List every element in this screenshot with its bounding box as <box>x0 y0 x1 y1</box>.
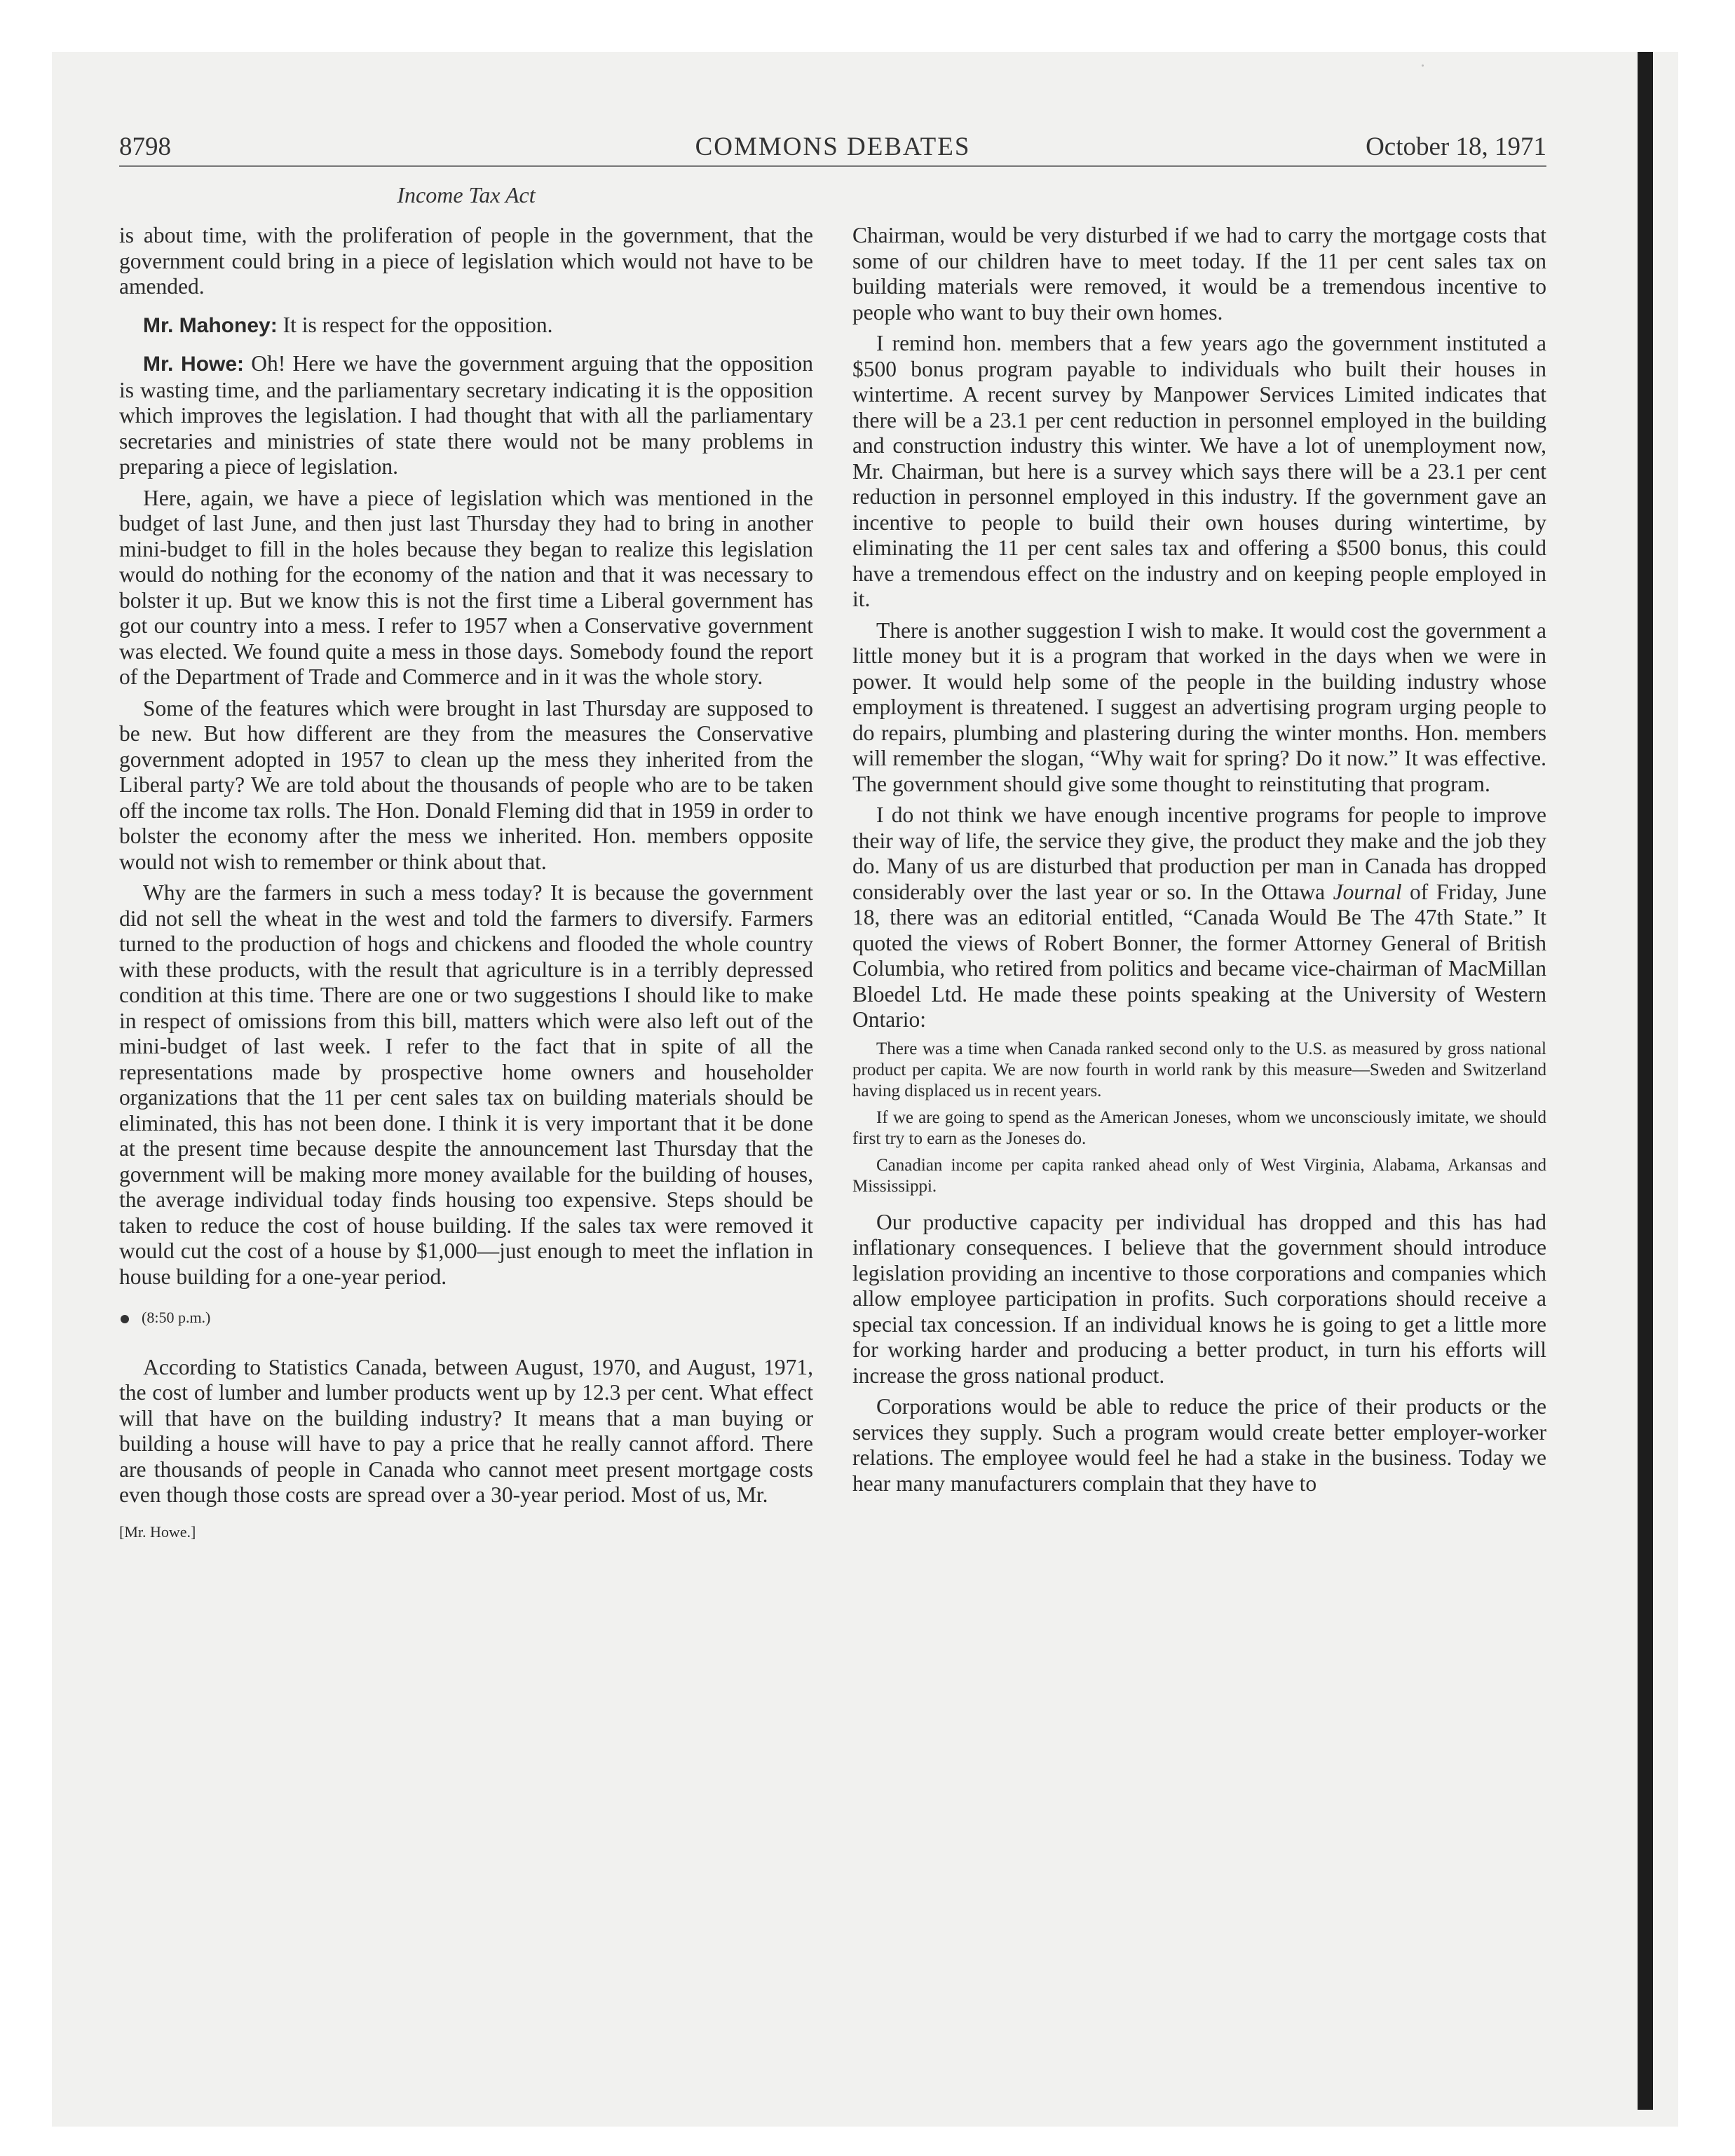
publication-date: October 18, 1971 <box>1366 132 1546 161</box>
paragraph: Here, again, we have a piece of legislation which was mentioned in the budget of last June, and then just last Thursday they had to bring in another mini-budget to fill in the holes because they began to realize this legislation would do nothing for the economy of the nation and that it was necessary to bolster it up. But we know this is not the first time a Liberal government has got our country into a mess. I refer to 1957 when a Conservative government was elected. We found quite a mess in those days. Somebody found the report of the Department of Trade and Commerce and in it was the whole story. <box>119 485 813 689</box>
scan-speck <box>1422 64 1424 67</box>
paragraph-text: of Friday, June 18, there was an editorial entitled, “Canada Would Be The 47th State.” It quoted the views of Robert Bonner, the former Attorney General of British Columbia, who retired from politics and became vice-chairman of MacMillan Bloedel Ltd. He made these points speaking at the University of Western Ontario: <box>852 879 1546 1032</box>
speaker-attribution: [Mr. Howe.] <box>119 1522 196 1541</box>
header-rule <box>119 165 1546 167</box>
publication-title: COMMONS DEBATES <box>695 132 971 161</box>
section-subject: Income Tax Act <box>397 182 536 207</box>
bullet-icon <box>121 1315 129 1323</box>
paragraph-text: I do not think we have enough incentive programs for people to improve their way of life, the service they give, the product they make and the job they do. Many of us are disturbed that production per man in Canada has dropped considerably over the last year or so. In the Ottawa <box>852 803 1546 904</box>
left-column <box>119 223 813 1545</box>
block-quote: Canadian income per capita ranked ahead only of West Virginia, Alabama, Arkansas and Mississippi. <box>852 1155 1546 1196</box>
paragraph <box>852 803 1546 1033</box>
speech-text: Oh! Here we have the government arguing that the opposition is wasting time, and the parliamentary secretary indicating it is the opposition which improves the legislation. I had thought that with all the parliamentary secretaries and ministries of state there would not be many problems in preparing a piece of legislation. <box>119 351 813 479</box>
right-column <box>852 223 1546 1502</box>
paragraph: Some of the features which were brought in last Thursday are supposed to be new. But how different are they from the measures the Conservative government adopted in 1957 to clean up the mess they inherited from the Liberal party? We are told about the thousands of people who are to be taken off the income tax rolls. The Hon. Donald Fleming did that in 1959 in order to bolster the economy after the mess we inherited. Hon. members opposite would not wish to remember or think about that. <box>119 695 813 874</box>
block-quote: If we are going to spend as the American Joneses, whom we unconsciously imitate, we should first try to earn as the Joneses do. <box>852 1107 1546 1148</box>
paragraph: Why are the farmers in such a mess today? It is because the government did not sell the wheat in the west and told the farmers to diversify. Farmers turned to the production of hogs and chickens and flooded the whole country with these products, with the result that agriculture is in a terribly depressed condition at this time. There are one or two suggestions I should like to make in respect of omissions from this bill, matters which were also left out of the mini-budget of last week. I refer to the fact that in spite of all the representations made by prospective home owners and householder organizations that the 11 per cent sales tax on building materials should be eliminated, this has not been done. I think it is very important that it be done at the present time because despite the announcement last Thursday that the government will be making more money available for the building of houses, the average individual today finds housing too expensive. Steps should be taken to reduce the cost of house building. If the sales tax were removed it would cut the cost of a house by $1,000—just enough to meet the inflation in house building for a one-year period. <box>119 880 813 1289</box>
speaker-name: Mr. Mahoney: <box>143 313 278 337</box>
page-header <box>119 132 1546 165</box>
speaker-name: Mr. Howe: <box>143 353 245 376</box>
paragraph: Our productive capacity per individual has dropped and this has had inflationary consequences. I believe that the government should introduce legislation providing an incentive to those corporations and companies which allow employee participation in profits. Such corporations should receive a special tax concession. If an individual knows he is going to get a little more for working harder and producing a better product, in turn his efforts will increase the gross national product. <box>852 1209 1546 1388</box>
speech-text: It is respect for the opposition. <box>277 312 553 337</box>
paragraph: There is another suggestion I wish to make. It would cost the government a little money but it is a program that worked in the days when we were in power. It would help some of the people in the building industry whose employment is threatened. I suggest an advertising program urging people to do repairs, plumbing and plastering during the winter months. Hon. members will remember the slogan, “Why wait for spring? Do it now.” It was effective. The government should give some thought to reinstituting that program. <box>852 618 1546 796</box>
paragraph: I remind hon. members that a few years ago the government instituted a $500 bonus program payable to individuals who built their houses in wintertime. A recent survey by Manpower Services Limited indicates that there will be a 23.1 per cent reduction in personnel employed in the building and construction industry this winter. We have a lot of unemployment now, Mr. Chairman, but here is a survey which says there will be a 23.1 per cent reduction in personnel employed in this industry. If the government gave an incentive to people to build their own houses during wintertime, by eliminating the 11 per cent sales tax and offering a $500 bonus, this could have a tremendous effect on the industry and on keeping people employed in it. <box>852 331 1546 611</box>
paragraph: is about time, with the proliferation of people in the government, that the government could bring in a piece of legislation which would not have to be amended. <box>119 223 813 299</box>
speech-paragraph <box>119 351 813 480</box>
paragraph: Chairman, would be very disturbed if we had to carry the mortgage costs that some of our children have to meet today. If the 11 per cent sales tax on building materials were removed, it would be a tremendous incentive to people who want to buy their own homes. <box>852 223 1546 325</box>
paragraph: Corporations would be able to reduce the price of their products or the services they supply. Such a program would create better employer-worker relations. The employee would feel he had a stake in the business. Today we hear many manufacturers complain that they have to <box>852 1394 1546 1496</box>
block-quote: There was a time when Canada ranked second only to the U.S. as measured by gross national product per capita. We are now fourth in world rank by this measure—Sweden and Switzerland having displaced us in recent years. <box>852 1039 1546 1100</box>
paragraph: According to Statistics Canada, between August, 1970, and August, 1971, the cost of lumber and lumber products went up by 12.3 per cent. What effect will that have on the building industry? It means that a man buying or building a house will have to pay a price that he really cannot afford. There are thousands of people in Canada who cannot meet present mortgage costs even though those costs are spread over a 30-year period. Most of us, Mr. <box>119 1354 813 1507</box>
speech-paragraph <box>119 313 813 339</box>
time-marker-text: (8:50 p.m.) <box>142 1309 211 1326</box>
scan-edge-bar <box>1638 52 1653 2110</box>
newspaper-name: Journal <box>1333 879 1402 904</box>
time-marker <box>119 1305 813 1331</box>
page-number: 8798 <box>119 132 171 161</box>
